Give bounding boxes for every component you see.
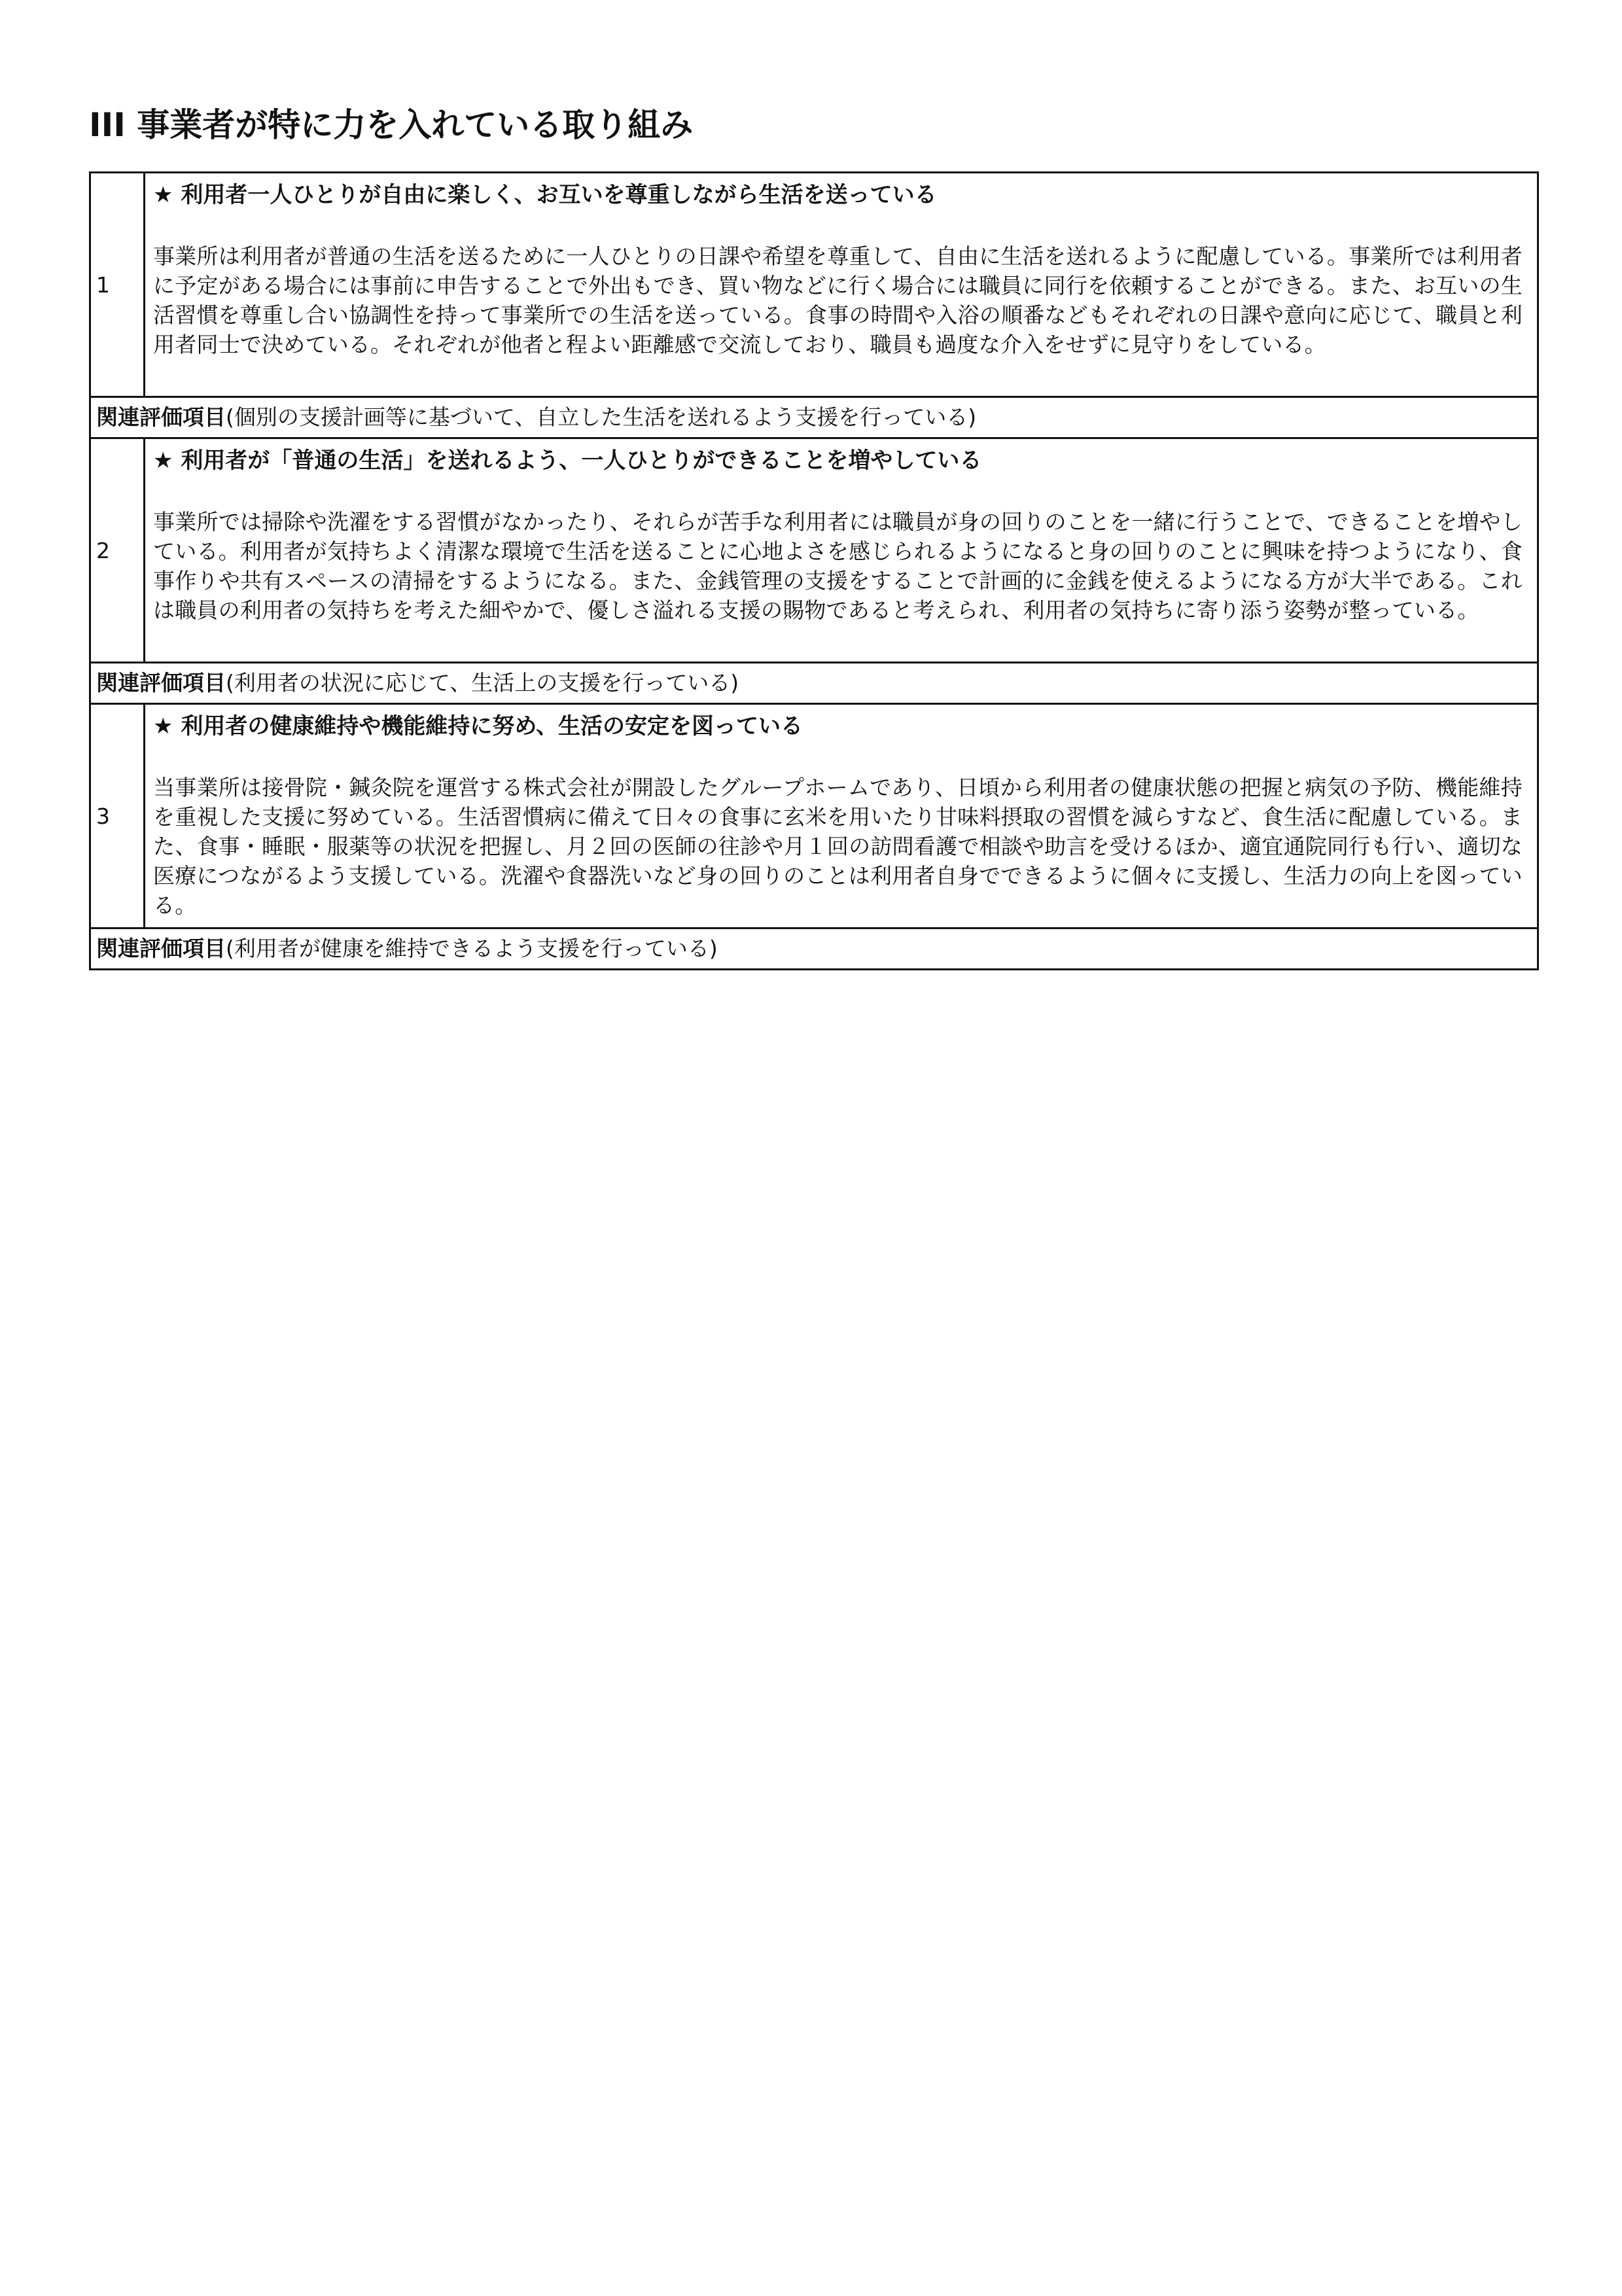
related-evaluation-row bbox=[90, 397, 1538, 438]
related-evaluation-text: (利用者が健康を維持できるよう支援を行っている) bbox=[226, 936, 718, 961]
item-heading: ★ 利用者が「普通の生活」を送れるよう、一人ひとりができることを増やしている bbox=[153, 448, 982, 474]
related-evaluation-label: 関連評価項目 bbox=[96, 404, 226, 430]
initiative-row bbox=[90, 704, 1538, 928]
related-evaluation-row bbox=[90, 928, 1538, 970]
item-number: 1 bbox=[90, 173, 145, 397]
related-evaluation-cell bbox=[90, 397, 1538, 438]
item-heading: ★ 利用者の健康維持や機能維持に努め、生活の安定を図っている bbox=[153, 713, 803, 739]
related-evaluation-label: 関連評価項目 bbox=[96, 670, 226, 696]
initiative-row bbox=[90, 438, 1538, 663]
related-evaluation-text: (個別の支援計画等に基づいて、自立した生活を送れるよう支援を行っている) bbox=[226, 404, 977, 430]
page-title: III 事業者が特に力を入れている取り組み bbox=[89, 106, 694, 144]
item-content bbox=[145, 173, 1538, 397]
related-evaluation-cell bbox=[90, 663, 1538, 704]
initiative-row bbox=[90, 173, 1538, 397]
item-content bbox=[145, 438, 1538, 663]
item-body: 事業所は利用者が普通の生活を送るために一人ひとりの日課や希望を尊重して、自由に生活を送れるように配慮している。事業所では利用者に予定がある場合には事前に申告することで外出もでき、買い物などに行く場合には職員に同行を依頼することができる。また、お互いの生活習慣を尊重し合い協調性を持って事業所での生活を送っている。食事の時間や入浴の順番などもそれぞれの日課や意向に応じて、職員と利用者同士で決めている。それぞれが他者と程よい距離感で交流しており、職員も過度な介入をせずに見守りをしている。 bbox=[153, 243, 1523, 357]
item-content bbox=[145, 704, 1538, 928]
related-evaluation-row bbox=[90, 663, 1538, 704]
item-number: 2 bbox=[90, 438, 145, 663]
related-evaluation-label: 関連評価項目 bbox=[96, 936, 226, 961]
item-heading: ★ 利用者一人ひとりが自由に楽しく、お互いを尊重しながら生活を送っている bbox=[153, 182, 937, 208]
item-body: 当事業所は接骨院・鍼灸院を運営する株式会社が開設したグループホームであり、日頃から利用者の健康状態の把握と病気の予防、機能維持を重視した支援に努めている。生活習慣病に備えて日々の食事に玄米を用いたり甘味料摂取の習慣を減らすなど、食生活に配慮している。また、食事・睡眠・服薬等の状況を把握し、月２回の医師の往診や月１回の訪問看護で相談や助言を受けるほか、適宜通院同行も行い、適切な医療につながるよう支援している。洗濯や食器洗いなど身の回りのことは利用者自身でできるように個々に支援し、生活力の向上を図っている。 bbox=[153, 775, 1523, 918]
related-evaluation-text: (利用者の状況に応じて、生活上の支援を行っている) bbox=[226, 670, 739, 696]
item-number: 3 bbox=[90, 704, 145, 928]
item-body: 事業所では掃除や洗濯をする習慣がなかったり、それらが苦手な利用者には職員が身の回りのことを一緒に行うことで、できることを増やしている。利用者が気持ちよく清潔な環境で生活を送ることに心地よさを感じられるようになると身の回りのことに興味を持つようになり、食事作りや共有スペースの清掃をするようになる。また、金銭管理の支援をすることで計画的に金銭を使えるようになる方が大半である。これは職員の利用者の気持ちを考えた細やかで、優しさ溢れる支援の賜物であると考えられ、利用者の気持ちに寄り添う姿勢が整っている。 bbox=[153, 509, 1523, 623]
initiatives-table bbox=[89, 171, 1539, 970]
related-evaluation-cell bbox=[90, 928, 1538, 970]
